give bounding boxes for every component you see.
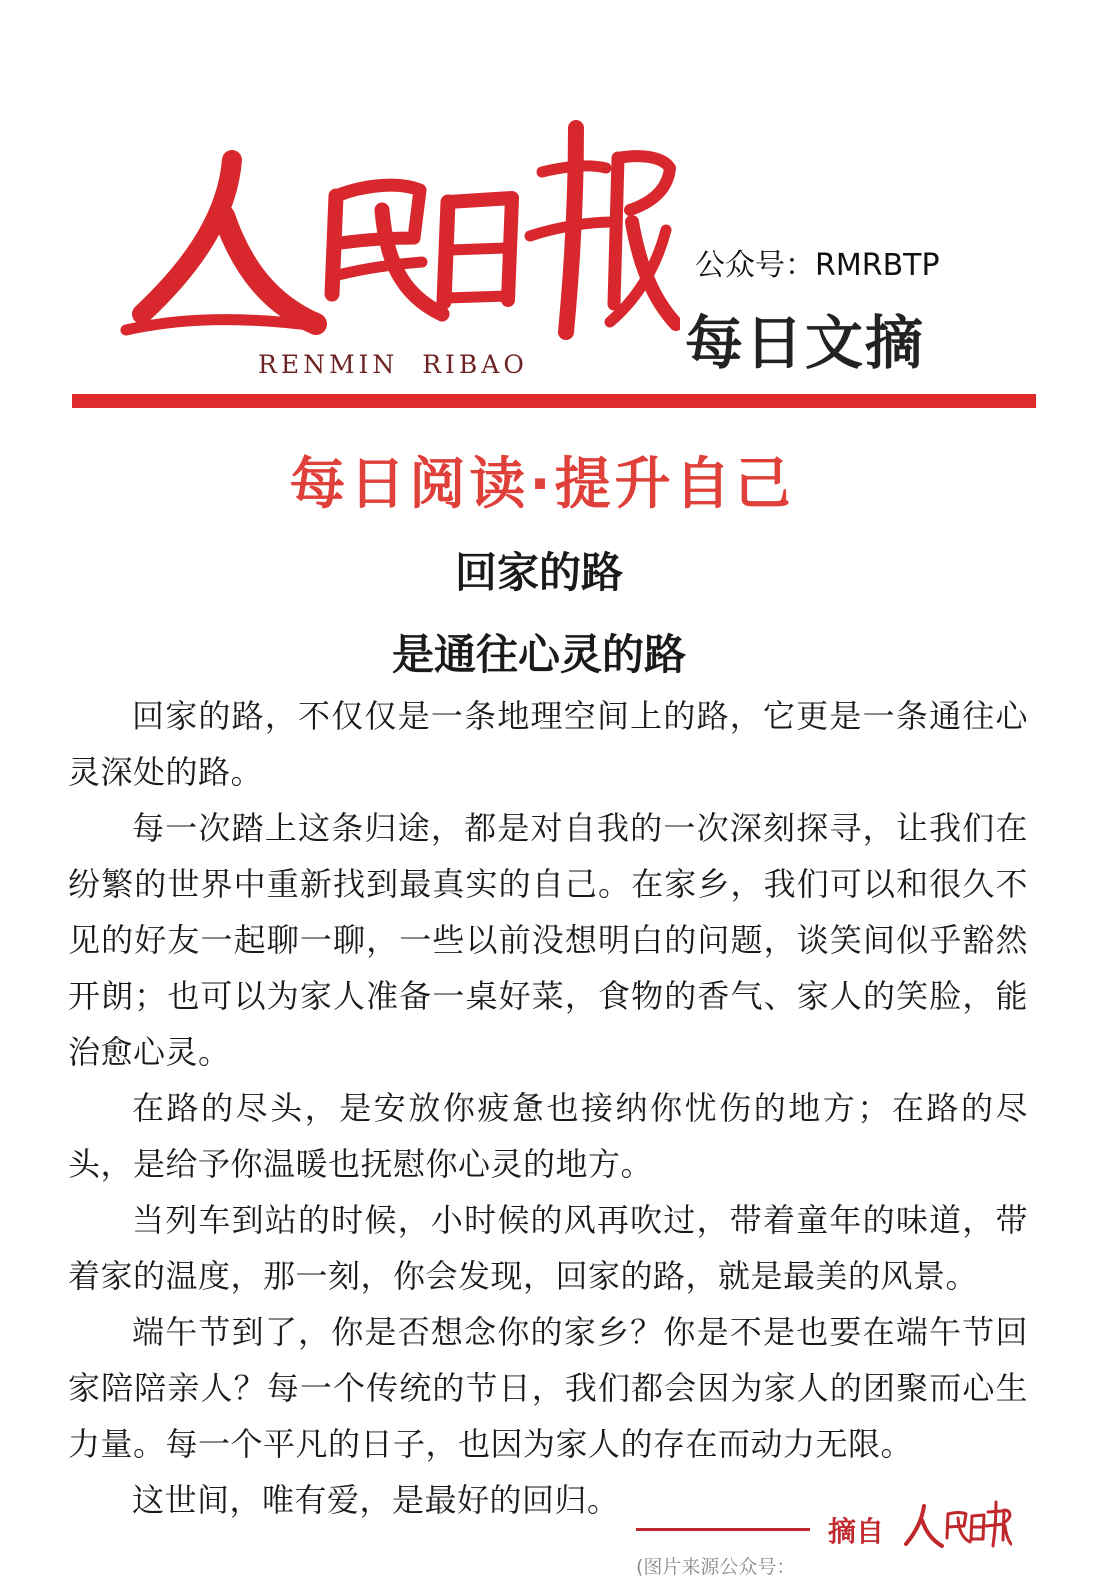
slogan: 每日阅读·提升自己	[289, 452, 795, 517]
renmin-ribao-small-logo	[902, 1500, 1012, 1550]
paragraph: 每一次踏上这条归途，都是对自我的一次深刻探寻，让我们在纷繁的世界中重新找到最真实的自己。在家乡，我们可以和很久不见的好友一起聊一聊，一些以前没想明白的问题，谈笑间似乎豁然开朗；也可以为家人准备一桌好菜，食物的香气、家人的笑脸，能治愈心灵。	[68, 809, 1028, 1071]
paragraph: 端午节到了，你是否想念你的家乡？你是不是也要在端午节回家陪陪亲人？每一个传统的节日，我们都会因为家人的团聚而心生力量。每一个平凡的日子，也因为家人的存在而动力无限。	[68, 1313, 1028, 1463]
logo-romanization: RENMIN RIBAO	[258, 350, 528, 379]
excerpt-label: 摘自	[828, 1515, 885, 1548]
masthead-divider	[72, 394, 1036, 408]
paragraph: 在路的尽头，是安放你疲惫也接纳你忧伤的地方；在路的尽头，是给予你温暖也抚慰你心灵的地方。	[68, 1089, 1028, 1183]
article-title-line-1: 回家的路	[454, 548, 623, 597]
masthead	[0, 0, 1095, 520]
paragraph: 回家的路，不仅仅是一条地理空间上的路，它更是一条通往心灵深处的路。	[68, 697, 1028, 791]
article-title-line-2: 是通往心灵的路	[391, 630, 686, 679]
source-footer	[636, 1500, 1056, 1583]
paragraph: 这世间，唯有爱，是最好的回归。	[132, 1481, 620, 1519]
image-source-caption: (图片来源公众号：	[636, 1556, 796, 1578]
wechat-account-id: 公众号：RMRBTP	[695, 248, 940, 283]
column-title: 每日文摘	[685, 309, 926, 377]
footer-rule	[636, 1528, 810, 1531]
paragraph: 当列车到站的时候，小时候的风再吹过，带着童年的味道，带着家的温度，那一刻，你会发现，回家的路，就是最美的风景。	[68, 1201, 1028, 1295]
renmin-ribao-logo	[120, 118, 680, 348]
article-body	[68, 688, 1028, 1528]
